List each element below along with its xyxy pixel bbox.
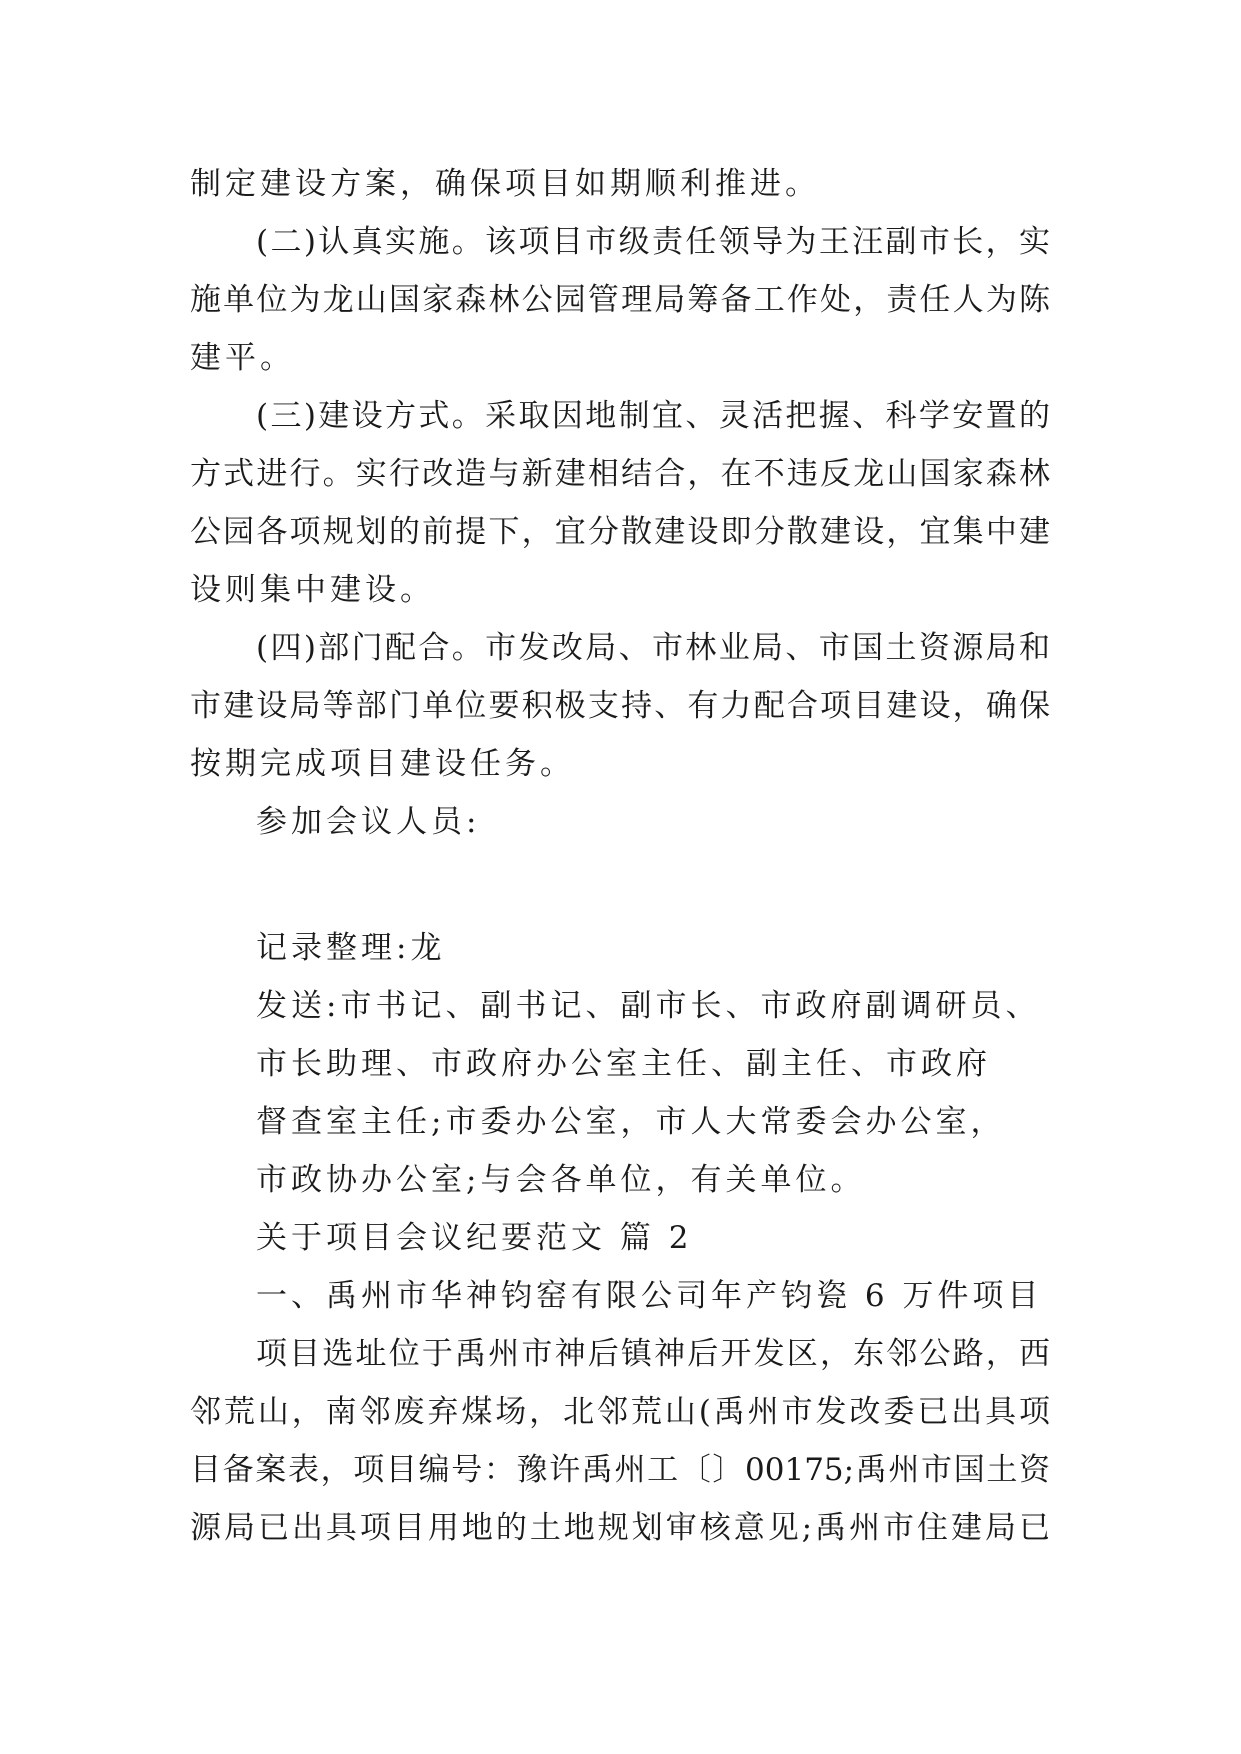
- paragraph-line: 目备案表，项目编号：豫许禹州工〔〕00175;禹州市国土资: [190, 1452, 1050, 1488]
- paragraph-line: (四)部门配合。市发改局、市林业局、市国土资源局和: [256, 630, 1050, 666]
- section-heading: 关于项目会议纪要范文 篇 2: [256, 1220, 693, 1256]
- paragraph-line: 项目选址位于禹州市神后镇神后开发区，东邻公路，西: [256, 1336, 1050, 1372]
- distribution-line: 市政协办公室;与会各单位，有关单位。: [256, 1162, 866, 1198]
- paragraph-line: 制定建设方案，确保项目如期顺利推进。: [190, 166, 820, 202]
- distribution-line: 督查室主任;市委办公室，市人大常委会办公室，: [256, 1104, 1006, 1140]
- paragraph-line: 邻荒山，南邻废弃煤场，北邻荒山(禹州市发改委已出具项: [190, 1394, 1050, 1430]
- paragraph-line: 方式进行。实行改造与新建相结合，在不违反龙山国家森林: [190, 456, 1050, 492]
- paragraph-line: 施单位为龙山国家森林公园管理局筹备工作处，责任人为陈: [190, 282, 1050, 318]
- paragraph-line: 建平。: [190, 340, 295, 376]
- recorder-line: 记录整理:龙: [256, 930, 446, 966]
- paragraph-line: 按期完成项目建设任务。: [190, 746, 575, 782]
- subsection-heading: 一、禹州市华神钧窑有限公司年产钧瓷 6 万件项目: [256, 1278, 1043, 1314]
- attendees-label: 参加会议人员:: [256, 804, 481, 840]
- distribution-line: 市长助理、市政府办公室主任、副主任、市政府: [256, 1046, 991, 1082]
- distribution-line: 发送:市书记、副书记、副市长、市政府副调研员、: [256, 988, 1041, 1024]
- paragraph-line: 设则集中建设。: [190, 572, 435, 608]
- paragraph-line: (二)认真实施。该项目市级责任领导为王汪副市长，实: [256, 224, 1050, 260]
- paragraph-line: 公园各项规划的前提下，宜分散建设即分散建设，宜集中建: [190, 514, 1050, 550]
- paragraph-line: 源局已出具项目用地的土地规划审核意见;禹州市住建局已: [190, 1510, 1050, 1546]
- paragraph-line: (三)建设方式。采取因地制宜、灵活把握、科学安置的: [256, 398, 1050, 434]
- paragraph-line: 市建设局等部门单位要积极支持、有力配合项目建设，确保: [190, 688, 1050, 724]
